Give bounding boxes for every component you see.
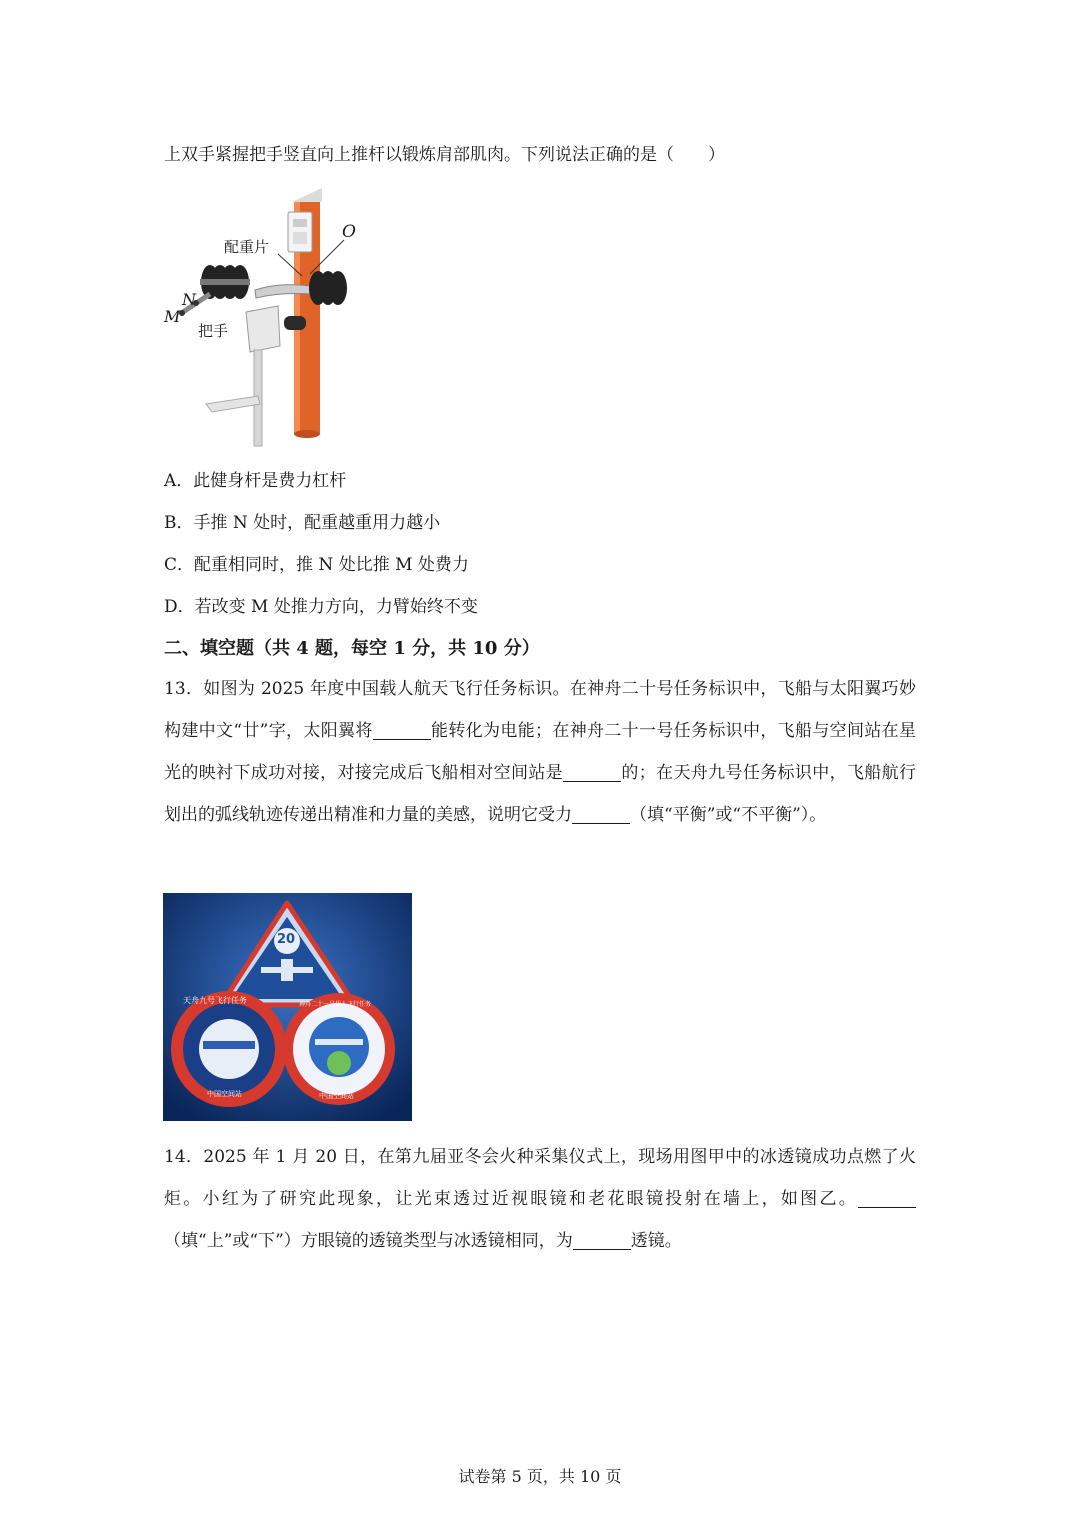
q13-text-3: 的；在天舟九号任务标识中，飞船航行划出的弧线轨迹传递出精准和力量的美感，说明它受力 <box>164 763 917 825</box>
question-14 <box>164 1136 916 1262</box>
option-c: C．配重相同时，推 N 处比推 M 处费力 <box>164 555 469 575</box>
mission-badges-figure <box>163 893 412 1121</box>
q13-text-2: 能转化为电能；在神舟二十一号任务标识中，飞船与空间站在星光的映衬下成功对接，对接完成后飞船相对空间站是 <box>164 721 916 783</box>
q13-text-1: 13．如图为 2025 年度中国载人航天飞行任务标识。在神舟二十号任务标识中，飞船与太阳翼巧妙构建中文“廿”字，太阳翼将 <box>164 679 916 741</box>
badge-right-title: 神舟二十一号载人飞行任务 <box>299 1001 372 1008</box>
q14-blank-2 <box>573 1229 631 1250</box>
q13-blank-2 <box>563 761 621 782</box>
q13-blank-1 <box>373 719 431 740</box>
question-13 <box>164 668 916 836</box>
q13-blank-3 <box>572 803 630 824</box>
q14-text-1: 14．2025 年 1 月 20 日，在第九届亚冬会火种采集仪式上，现场用图甲中的冰透镜成功点燃了火炬。小红为了研究此现象，让光束透过近视眼镜和老花眼镜投射在墙上，如图乙。 <box>164 1147 916 1209</box>
point-label-N: N <box>182 290 196 309</box>
mission-badges-illustration <box>163 893 412 1121</box>
badge-left-bottom: 中国空间站 <box>207 1090 242 1098</box>
option-b: B．手推 N 处时，配重越重用力越小 <box>164 513 441 533</box>
q14-text-2: （填“上”或“下”）方眼镜的透镜类型与冰透镜相同，为 <box>164 1231 573 1251</box>
handle-label: 把手 <box>198 322 229 340</box>
q13-text-4: （填“平衡”或“不平衡”）。 <box>630 805 827 825</box>
fitness-equipment-figure <box>160 182 370 450</box>
question-intro-line: 上双手紧握把手竖直向上推杆以锻炼肩部肌肉。下列说法正确的是（ ） <box>164 145 725 165</box>
pivot-label-O: O <box>342 222 356 242</box>
q14-blank-1 <box>858 1187 916 1208</box>
badge-top-number: 20 <box>277 932 296 947</box>
section-title: 二、填空题（共 4 题，每空 1 分，共 10 分） <box>164 638 540 659</box>
badge-right-bottom: 中国空间站 <box>319 1092 354 1100</box>
option-a: A．此健身杆是费力杠杆 <box>164 471 347 491</box>
fitness-equipment-illustration <box>160 182 370 450</box>
q14-text-3: 透镜。 <box>630 1231 682 1251</box>
weight-plate-label: 配重片 <box>224 238 270 256</box>
page-footer: 试卷第 5 页，共 10 页 <box>458 1467 622 1486</box>
badge-left-title: 天舟九号飞行任务 <box>183 996 247 1005</box>
point-label-M: M <box>164 307 181 326</box>
option-d: D．若改变 M 处推力方向，力臂始终不变 <box>164 597 478 617</box>
